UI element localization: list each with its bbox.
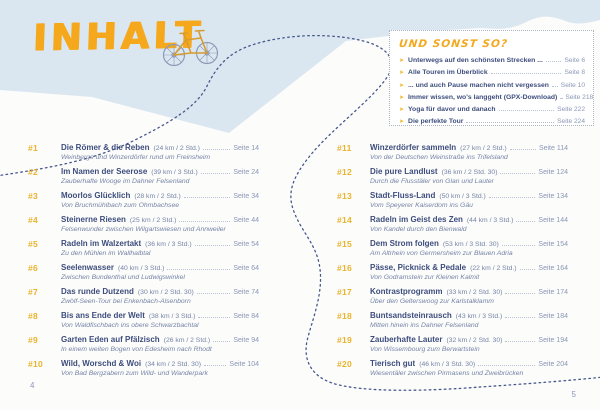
toc-entry[interactable] — [28, 239, 259, 257]
tour-distance: (39 km / 3 Std.) — [151, 169, 198, 176]
toc-entry[interactable] — [28, 143, 259, 161]
toc-entry[interactable] — [28, 191, 259, 209]
tour-subtitle: Zauberhafte Wooge im Dahner Felsenland — [61, 178, 190, 185]
dotted-leader — [560, 98, 562, 99]
extras-item-label: Alle Touren im Überblick — [408, 69, 488, 77]
tour-entry-body — [370, 335, 568, 353]
tour-subtitle: Felsenwunder zwischen Wilgartswiesen und Annweiler — [61, 226, 226, 233]
tour-title: Stadt-Fluss-Land — [370, 191, 436, 200]
extras-item-label: Yoga für davor und danach — [408, 106, 496, 114]
tour-page: Seite 34 — [233, 193, 259, 200]
tour-distance: (28 km / 2 Std.) — [134, 193, 181, 200]
tour-title: Radeln im Geist des Zen — [370, 215, 463, 224]
extras-item-label: Die perfekte Tour — [408, 118, 464, 126]
dotted-leader — [502, 245, 536, 246]
tour-title: Moorlos Glücklich — [61, 191, 131, 200]
tour-number: #19 — [337, 335, 353, 345]
extras-item[interactable] — [399, 55, 585, 67]
tour-subtitle: Am Altrhein von Germersheim zur Blauen Adria — [370, 250, 513, 257]
tour-page: Seite 154 — [538, 241, 568, 248]
tour-entry-body — [370, 311, 568, 329]
tour-entry-body — [61, 239, 259, 257]
dotted-leader — [203, 149, 230, 150]
extras-item-label: Unterwegs auf den schönsten Strecken ... — [408, 57, 543, 64]
toc-column-right — [337, 143, 568, 383]
tour-subtitle: In einem weiten Bogen von Edesheim nach Rhodt — [61, 346, 212, 353]
tour-title: Bis ans Ende der Welt — [61, 311, 145, 320]
extras-item-label: ... und auch Pause machen nicht vergessen — [408, 81, 549, 89]
tour-number: #4 — [28, 215, 39, 225]
tour-distance: (22 km / 2 Std.) — [470, 265, 517, 272]
tour-page: Seite 184 — [538, 313, 568, 320]
tour-page: Seite 94 — [233, 337, 259, 344]
tour-title: Steinerne Riesen — [61, 215, 126, 224]
tour-title: Winzerdörfer sammeln — [370, 143, 457, 152]
arrow-icon: ➤ — [399, 58, 405, 64]
tour-distance: (25 km / 2 Std.) — [129, 217, 177, 224]
extras-item[interactable] — [399, 92, 594, 104]
tour-number: #18 — [337, 311, 353, 321]
tour-entry-body — [370, 263, 568, 281]
toc-entry[interactable] — [28, 287, 259, 305]
tour-entry-body — [370, 239, 568, 257]
extras-item-page: Seite 10 — [560, 81, 585, 89]
tour-page: Seite 64 — [233, 265, 259, 272]
toc-column-left — [28, 143, 259, 383]
extras-item[interactable] — [399, 116, 585, 128]
tour-page: Seite 104 — [229, 361, 259, 368]
extras-item-page: Seite 6 — [564, 57, 585, 64]
tour-distance: (44 km / 3 Std.) — [466, 217, 514, 224]
toc-entry[interactable] — [337, 191, 568, 209]
tour-distance: (34 km / 2 Std. 30) — [145, 361, 201, 368]
tour-subtitle: Vom Speyerer Kaiserdom ins Gäu — [370, 202, 473, 209]
toc-entry[interactable] — [28, 335, 259, 353]
tour-title: Dem Strom folgen — [370, 239, 439, 248]
tour-page: Seite 194 — [538, 337, 568, 344]
tour-entry-body — [61, 167, 259, 185]
tour-number: #1 — [28, 143, 39, 153]
bicycle-icon — [160, 22, 222, 68]
tour-number: #2 — [28, 167, 39, 177]
dotted-leader — [478, 365, 535, 366]
tour-distance: (36 km / 2 Std. 30) — [441, 169, 498, 176]
tour-page: Seite 134 — [538, 193, 568, 200]
tour-distance: (24 km / 2 Std.) — [153, 145, 200, 152]
tour-title: Kontrastprogramm — [370, 287, 443, 296]
tour-subtitle: Von Bad Bergzabern zum Wild- und Wanderpark — [61, 370, 208, 377]
tour-distance: (46 km / 3 Std. 30) — [419, 361, 476, 368]
dotted-leader — [500, 173, 535, 174]
tour-number: #8 — [28, 311, 39, 321]
tour-entry-body — [370, 215, 568, 233]
tour-distance: (53 km / 3 Std. 30) — [442, 241, 499, 248]
tour-subtitle: Von Waldfischbach ins obere Schwarzbachtal — [61, 322, 199, 329]
dotted-leader — [491, 73, 562, 74]
toc-entry[interactable] — [28, 311, 259, 329]
tour-subtitle: Von Bruchmühlbach zum Ohmbachsee — [61, 202, 179, 209]
tour-page: Seite 84 — [233, 313, 259, 320]
arrow-icon: ➤ — [399, 70, 405, 77]
tour-page: Seite 54 — [233, 241, 259, 248]
tour-title: Tierisch gut — [370, 359, 416, 368]
tour-page: Seite 204 — [538, 361, 568, 368]
tour-subtitle: Weinberge und Winzerdörfer rund um Freinsheim — [61, 154, 211, 161]
dotted-leader — [466, 122, 554, 123]
tour-title: Die Römer & die Reben — [61, 143, 150, 152]
dotted-leader — [204, 365, 226, 366]
toc-entry[interactable] — [28, 359, 259, 377]
tour-title: Garten Eden auf Pfälzisch — [61, 335, 160, 344]
dotted-leader — [213, 341, 230, 342]
tour-page: Seite 164 — [538, 265, 568, 272]
tour-subtitle: Zu den Mühlen im Wallhalbtal — [61, 250, 151, 257]
dotted-leader — [198, 317, 230, 318]
tour-distance: (27 km / 2 Std.) — [460, 145, 507, 152]
toc-entry[interactable] — [28, 215, 259, 233]
tour-entry-body — [61, 263, 259, 281]
page-title: INHALT — [32, 13, 205, 60]
extras-item-label: Immer wissen, wo's langgeht (GPX-Download) — [408, 93, 558, 101]
toc-entry[interactable] — [337, 287, 568, 305]
tour-entry-body — [61, 359, 259, 377]
tour-subtitle: Von der Deutschen Weinstraße ins Trifelsland — [370, 154, 508, 161]
toc-entry[interactable] — [28, 167, 259, 185]
tour-subtitle: Von Wissembourg zum Berwartstein — [370, 346, 480, 353]
tour-number: #15 — [337, 239, 353, 249]
tour-title: Wild, Worschd & Woi — [61, 359, 142, 368]
tour-entry-body — [370, 191, 568, 209]
tour-entry-body — [370, 143, 568, 161]
tour-entry-body — [61, 191, 259, 209]
tour-page: Seite 124 — [538, 169, 568, 176]
tour-title: Seelenwasser — [61, 263, 114, 272]
dotted-leader — [505, 293, 535, 294]
tour-distance: (40 km / 3 Std.) — [117, 265, 165, 272]
tour-title: Zauberhafte Lauter — [370, 335, 443, 344]
dotted-leader — [552, 86, 558, 87]
arrow-icon: ➤ — [399, 107, 405, 114]
tour-number: #9 — [28, 335, 39, 345]
toc-entry[interactable] — [337, 359, 568, 377]
tour-subtitle: Von Godramstein zur Kleinen Kalmit — [370, 274, 480, 281]
tour-entry-body — [61, 143, 259, 161]
dotted-leader — [499, 110, 555, 111]
tour-distance: (38 km / 3 Std.) — [148, 313, 196, 320]
tour-subtitle: Von Kandel durch den Bienwald — [370, 226, 467, 233]
tour-distance: (32 km / 2 Std. 30) — [446, 337, 503, 344]
tour-number: #11 — [337, 143, 352, 153]
extras-item-page: Seite 218 — [565, 93, 594, 101]
tour-subtitle: Wiesentäler zwischen Pirmasens und Zweibrücken — [370, 370, 524, 377]
arrow-icon: ➤ — [399, 119, 405, 126]
toc-entry[interactable] — [28, 263, 259, 281]
dotted-leader — [179, 221, 230, 222]
tour-page: Seite 74 — [233, 289, 259, 296]
tour-distance: (33 km / 2 Std. 30) — [446, 289, 503, 296]
tour-entry-body — [61, 287, 259, 305]
extras-box-title: UND SONST SO? — [398, 38, 509, 50]
tour-page: Seite 144 — [538, 217, 568, 224]
extras-item-page: Seite 222 — [557, 106, 585, 114]
tour-number: #20 — [337, 359, 353, 369]
tour-subtitle: Zwölf-Seen-Tour bei Enkenbach-Alsenborn — [61, 298, 191, 305]
dotted-leader — [201, 173, 231, 174]
dotted-leader — [516, 221, 535, 222]
toc-entry[interactable] — [337, 239, 568, 257]
tour-entry-body — [370, 287, 568, 305]
tour-title: Das runde Dutzend — [61, 287, 134, 296]
tour-title: Im Namen der Seerose — [61, 167, 148, 176]
tour-entry-body — [370, 359, 568, 377]
tour-title: Radeln im Walzertakt — [61, 239, 142, 248]
tour-number: #7 — [28, 287, 39, 297]
toc-entry[interactable] — [337, 263, 568, 281]
tour-subtitle: Über den Gelterswoog zur Karlstalklamm — [370, 298, 494, 305]
extras-box — [389, 30, 594, 126]
tour-page: Seite 14 — [233, 145, 259, 152]
tour-subtitle: Zwischen Bundenthal und Ludwigswinkel — [61, 274, 185, 281]
folio-right: 5 — [571, 390, 576, 399]
toc-entry[interactable] — [337, 143, 568, 161]
dotted-leader — [520, 269, 536, 270]
tour-number: #5 — [28, 239, 39, 249]
arrow-icon: ➤ — [399, 94, 405, 101]
tour-number: #16 — [337, 263, 353, 273]
tour-distance: (50 km / 3 Std.) — [439, 193, 486, 200]
toc-entry[interactable] — [337, 215, 568, 233]
tour-page: Seite 114 — [538, 145, 568, 152]
dotted-leader — [195, 245, 231, 246]
toc-entry[interactable] — [337, 335, 568, 353]
tour-distance: (30 km / 2 Std. 30) — [137, 289, 194, 296]
tour-subtitle: Durch die Flusstäler von Glan und Lauter — [370, 178, 494, 185]
dotted-leader — [489, 197, 536, 198]
dotted-leader — [505, 317, 535, 318]
tour-entry-body — [370, 167, 568, 185]
extras-item[interactable] — [399, 67, 585, 79]
tour-entry-body — [61, 335, 259, 353]
folio-left: 4 — [30, 381, 35, 390]
tour-title: Pässe, Picknick & Pedale — [370, 263, 467, 272]
tour-number: #3 — [28, 191, 39, 201]
tour-distance: (26 km / 2 Std.) — [163, 337, 211, 344]
extras-item-page: Seite 224 — [557, 118, 585, 126]
tour-title: Die pure Landlust — [370, 167, 438, 176]
toc-entry[interactable] — [337, 311, 568, 329]
tour-entry-body — [61, 215, 259, 233]
dotted-leader — [510, 149, 536, 150]
tour-page: Seite 24 — [233, 169, 259, 176]
dotted-leader — [167, 269, 230, 270]
tour-number: #10 — [28, 359, 44, 369]
dotted-leader — [546, 61, 562, 62]
extras-item-page: Seite 8 — [564, 69, 585, 77]
tour-subtitle: Mitten hinein ins Dahner Felsenland — [370, 322, 479, 329]
extras-item[interactable] — [399, 104, 585, 116]
tour-distance: (36 km / 3 Std.) — [145, 241, 192, 248]
tour-number: #12 — [337, 167, 353, 177]
tour-page: Seite 174 — [538, 289, 568, 296]
tour-page: Seite 44 — [233, 217, 259, 224]
tour-distance: (43 km / 3 Std.) — [455, 313, 503, 320]
tour-number: #13 — [337, 191, 353, 201]
dotted-leader — [184, 197, 231, 198]
toc-entry[interactable] — [337, 167, 568, 185]
extras-item[interactable] — [399, 80, 585, 92]
tour-title: Buntsandsteinrausch — [370, 311, 452, 320]
extras-box-items — [399, 55, 594, 129]
tour-number: #14 — [337, 215, 353, 225]
tour-entry-body — [61, 311, 259, 329]
tour-number: #6 — [28, 263, 39, 273]
arrow-icon: ➤ — [399, 82, 405, 89]
tour-number: #17 — [337, 287, 353, 297]
dotted-leader — [197, 293, 230, 294]
dotted-leader — [505, 341, 535, 342]
